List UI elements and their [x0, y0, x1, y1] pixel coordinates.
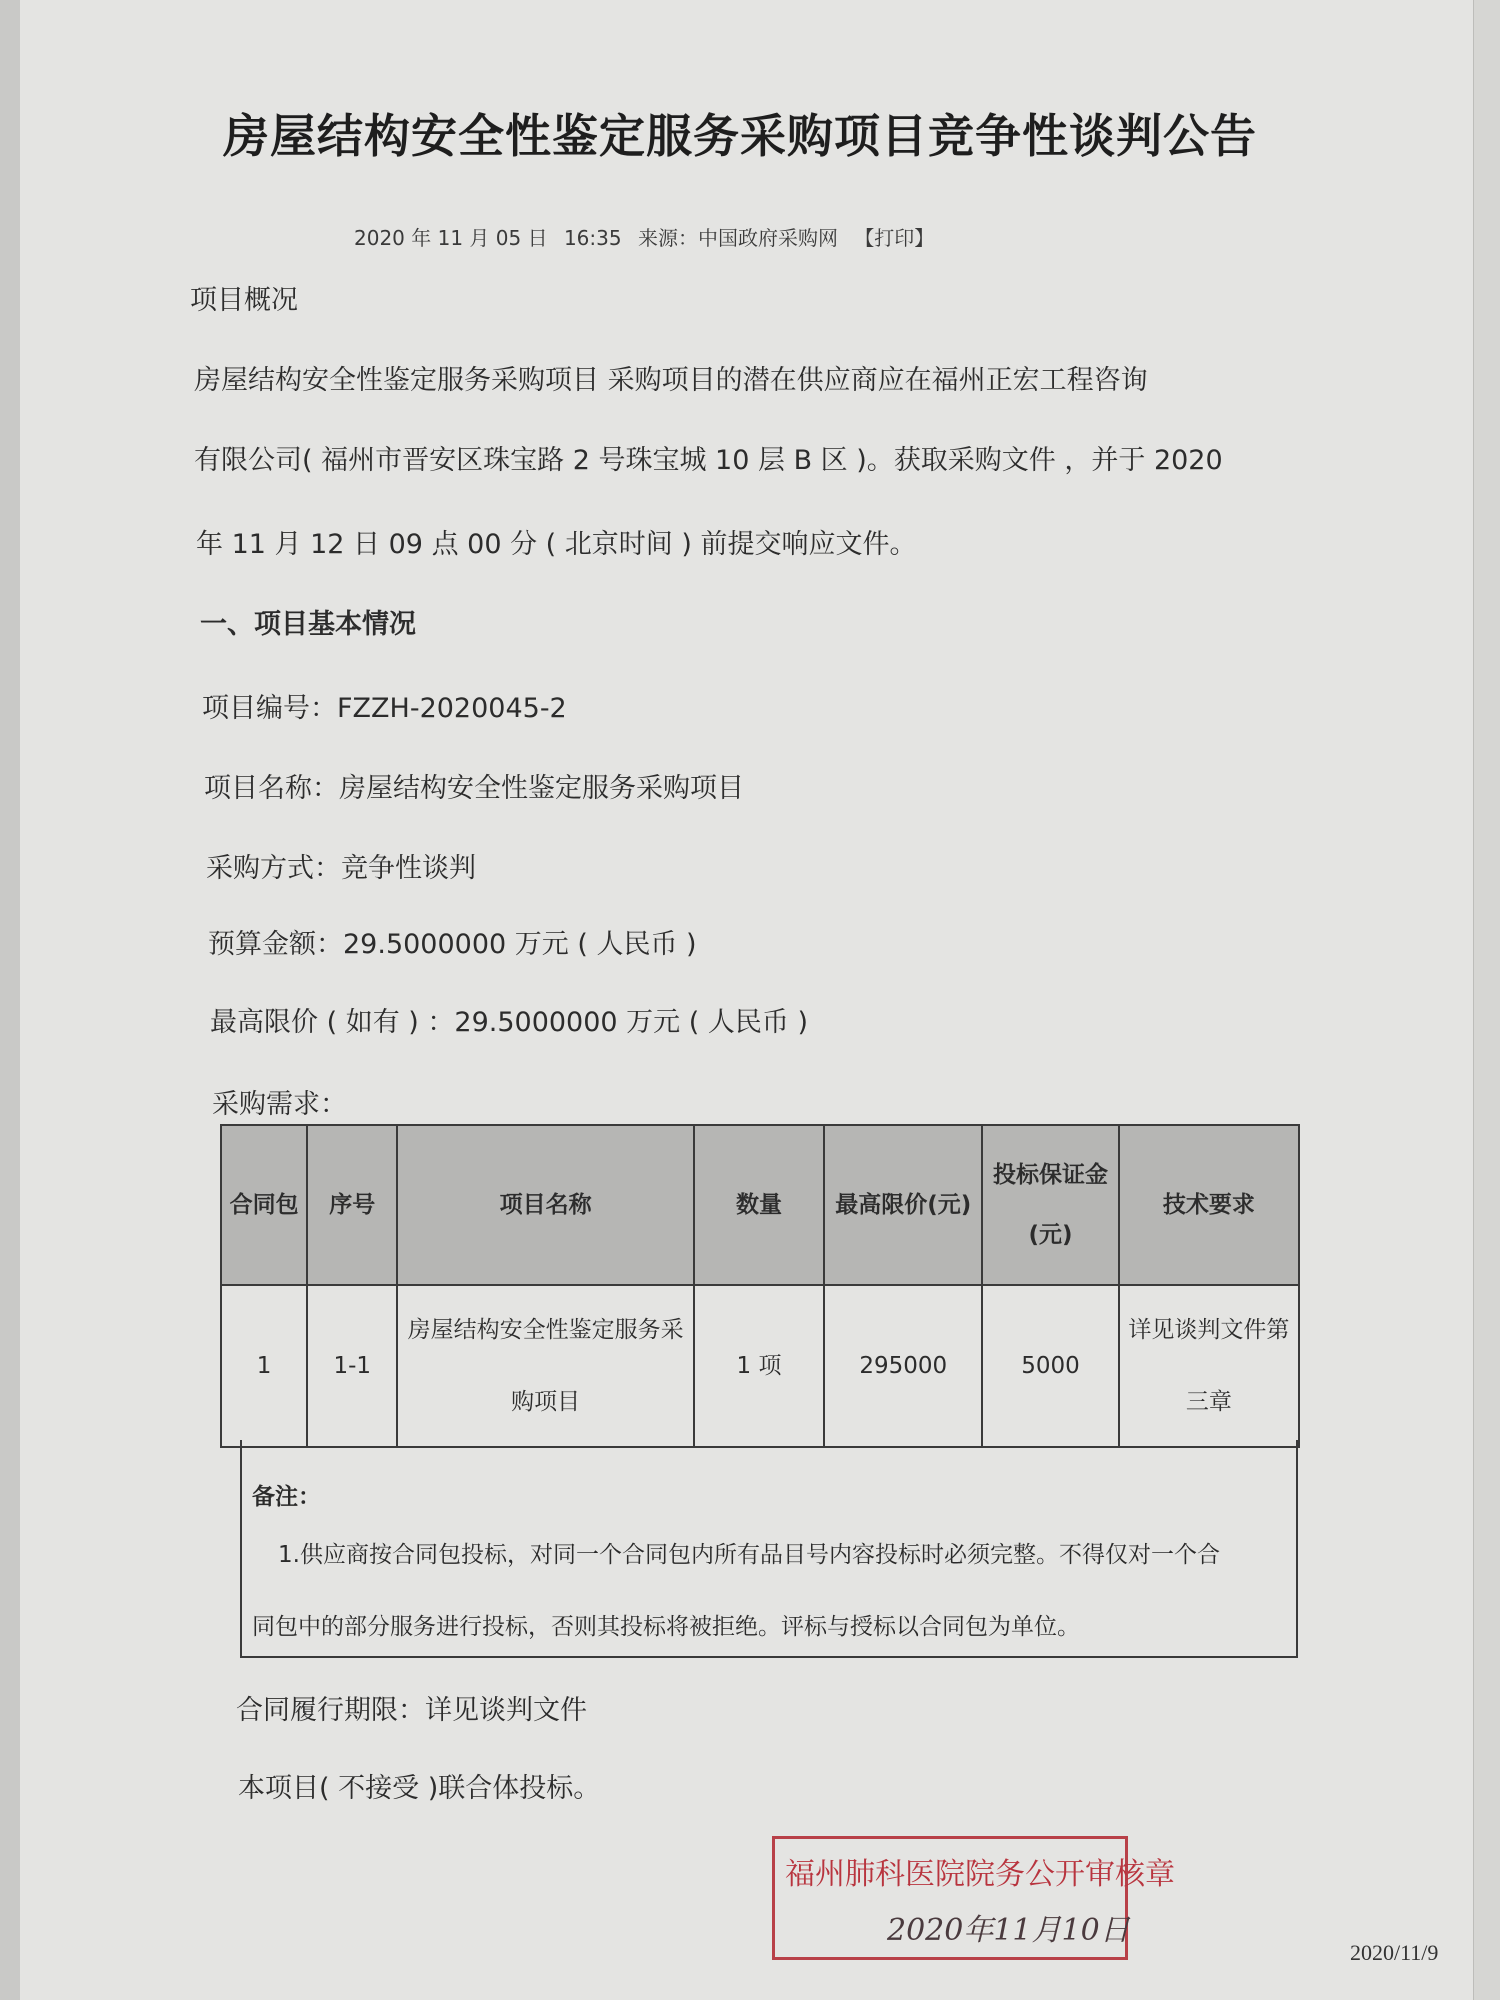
review-stamp	[772, 1836, 1175, 1960]
table-row	[221, 1285, 1299, 1447]
procurement-method: 采购方式：竞争性谈判	[206, 853, 476, 884]
cell-serial-no: 1-1	[307, 1285, 397, 1447]
remarks-box	[240, 1440, 1298, 1658]
document-page	[20, 0, 1480, 2000]
requirements-table	[220, 1124, 1300, 1448]
print-link[interactable]: 【打印】	[854, 226, 935, 250]
publish-time: 16:35	[563, 226, 622, 250]
table-header-row	[221, 1125, 1299, 1285]
consortium-statement: 本项目( 不接受 )联合体投标。	[238, 1773, 601, 1804]
publish-source: 来源：中国政府采购网	[637, 226, 838, 250]
header-project-name: 项目名称	[397, 1125, 694, 1285]
overview-heading: 项目概况	[190, 285, 298, 316]
cell-bid-deposit: 5000	[982, 1285, 1118, 1447]
header-contract-package: 合同包	[221, 1125, 307, 1285]
cell-quantity: 1 项	[694, 1285, 824, 1447]
cell-max-price: 295000	[824, 1285, 982, 1447]
print-date: 2020/11/9	[1350, 1940, 1439, 1965]
header-quantity: 数量	[694, 1125, 824, 1285]
stamp-handwritten-date: 2020年11月10日	[887, 1913, 1130, 1948]
cell-project-name: 房屋结构安全性鉴定服务采购项目	[397, 1285, 694, 1447]
overview-line-2: 有限公司( 福州市晋安区珠宝路 2 号珠宝城 10 层 B 区 )。获取采购文件 ，并于 2020	[194, 445, 1223, 476]
project-name: 项目名称：房屋结构安全性鉴定服务采购项目	[204, 773, 744, 804]
remarks-line-2: 同包中的部分服务进行投标，否则其投标将被拒绝。评标与授标以合同包为单位。	[252, 1614, 1080, 1640]
header-max-price: 最高限价(元)	[824, 1125, 982, 1285]
remarks-title: 备注：	[252, 1484, 321, 1510]
header-bid-deposit: 投标保证金(元)	[982, 1125, 1118, 1285]
adjacent-paper-edge	[1473, 0, 1500, 2000]
section-heading: 一、项目基本情况	[200, 609, 416, 640]
budget-amount: 预算金额：29.5000000 万元 ( 人民币 )	[208, 929, 697, 960]
publish-meta	[354, 222, 944, 251]
cell-contract-package: 1	[221, 1285, 307, 1447]
overview-line-1: 房屋结构安全性鉴定服务采购项目 采购项目的潜在供应商应在福州正宏工程咨询	[194, 365, 1148, 396]
max-price: 最高限价 ( 如有 ) ：29.5000000 万元 ( 人民币 )	[210, 1007, 808, 1038]
header-tech-requirement: 技术要求	[1119, 1125, 1299, 1285]
header-serial-no: 序号	[307, 1125, 397, 1285]
overview-line-3: 年 11 月 12 日 09 点 00 分 ( 北京时间 ) 前提交响应文件。	[196, 529, 917, 560]
publish-date: 2020 年 11 月 05 日	[354, 226, 548, 250]
contract-period: 合同履行期限：详见谈判文件	[236, 1695, 587, 1726]
remarks-line-1: 1.供应商按合同包投标，对同一个合同包内所有品目号内容投标时必须完整。不得仅对一个合	[278, 1542, 1220, 1568]
demand-label: 采购需求：	[212, 1089, 347, 1120]
project-number: 项目编号：FZZH-2020045-2	[202, 693, 567, 724]
cell-tech-requirement: 详见谈判文件第三章	[1119, 1285, 1299, 1447]
document-title: 房屋结构安全性鉴定服务采购项目竞争性谈判公告	[223, 109, 1257, 163]
stamp-text: 福州肺科医院院务公开审核章	[785, 1857, 1175, 1892]
